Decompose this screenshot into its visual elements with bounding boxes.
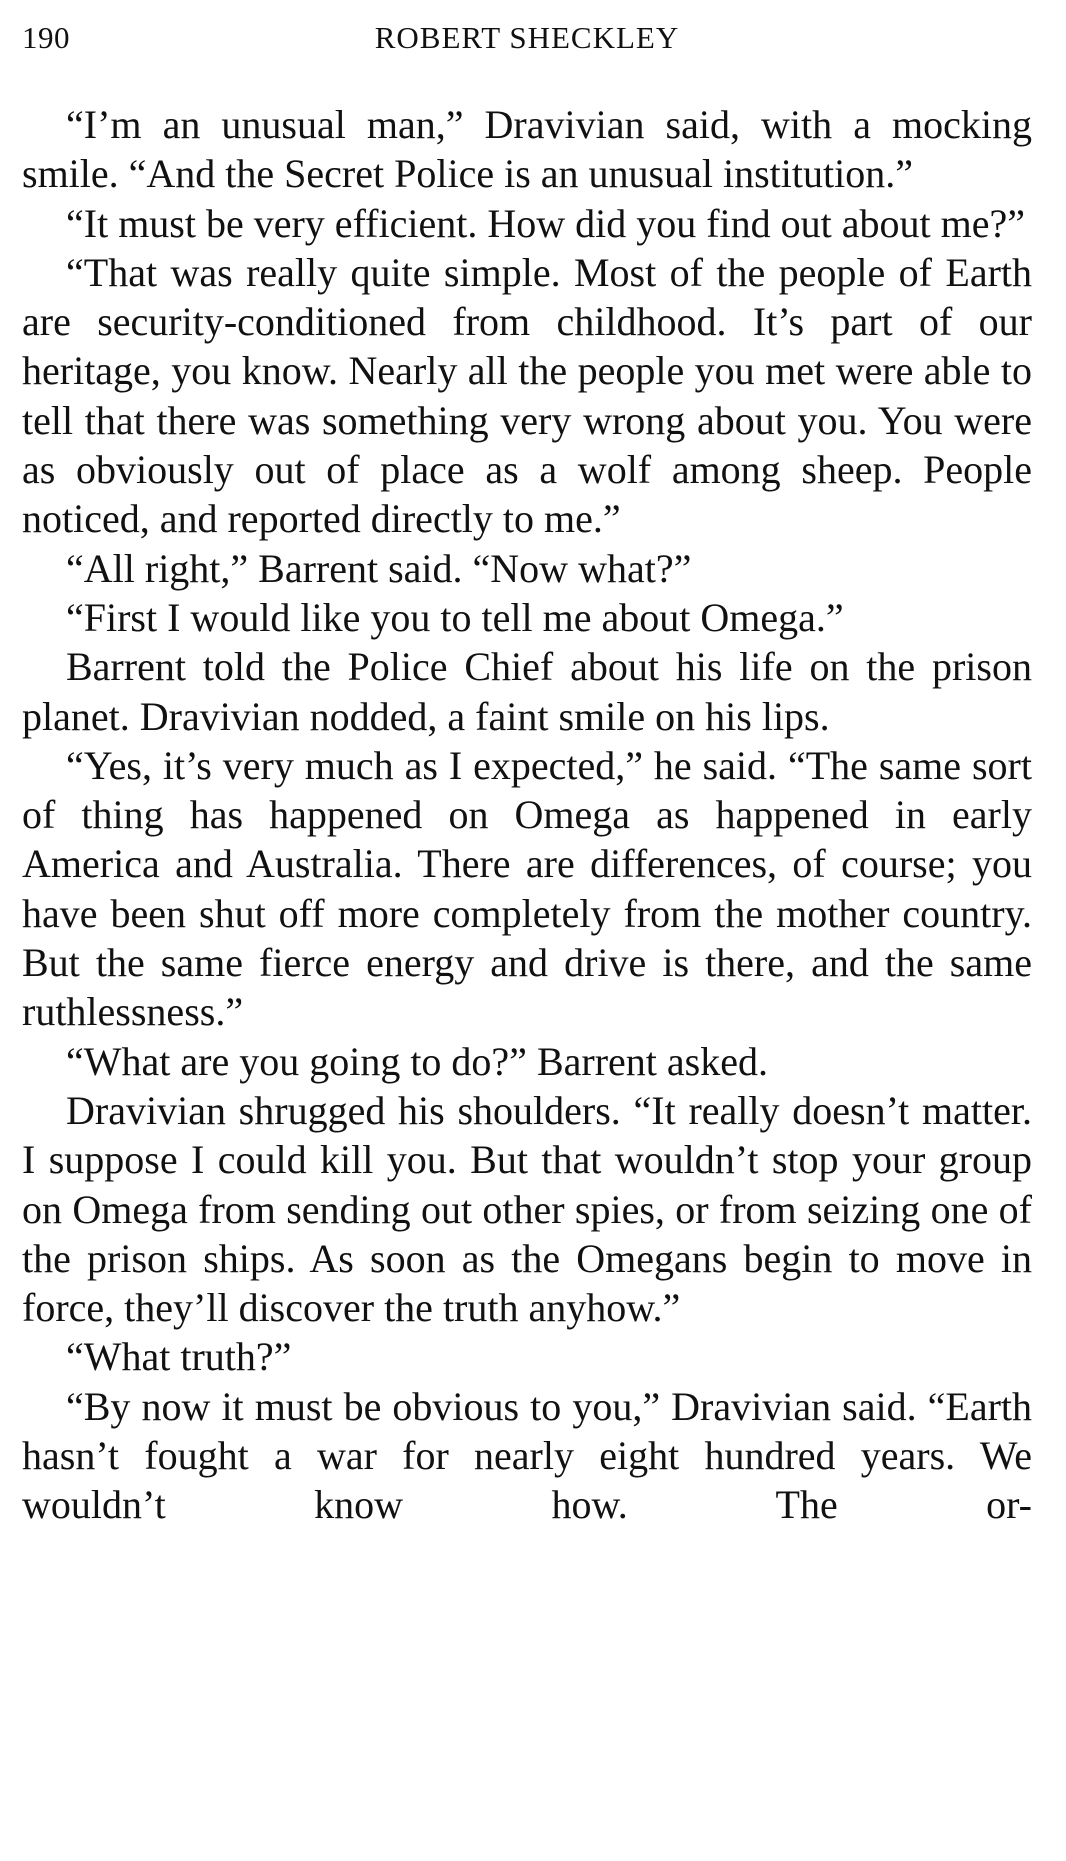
running-head: ROBERT SHECKLEY [374,20,680,55]
paragraph: “What are you going to do?” Barrent asked. [66,1038,768,1084]
paragraph: “All right,” Barrent said. “Now what?” [66,545,692,591]
paragraph: Dravivian shrugged his shoulders. “It really doesn’t matter. I suppose I could kill you. But that wouldn’t stop your group on Omega from sending out other spies, or from seizing one of the prison ships. As soon as the Omegans begin to move in force, they’ll discover the truth anyhow.” [22,1087,1032,1331]
paragraph: “I’m an unusual man,” Dravivian said, with a mocking smile. “And the Secret Police is an unusual institution.” [22,102,1032,197]
page-header [22,14,1032,60]
page-number: 190 [22,20,70,55]
book-page [22,14,1032,1849]
body-text [22,100,1032,1530]
paragraph: “By now it must be obvious to you,” Dravivian said. “Earth hasn’t fought a war for nearly eight hundred years. We wouldn’t know how. The or- [22,1383,1032,1528]
paragraph: “That was really quite simple. Most of the people of Earth are security-conditioned from childhood. It’s part of our heritage, you know. Nearly all the people you met were able to tell that there was something very wrong about you. You were as obviously out of place as a wolf among sheep. People noticed, and reported directly to me.” [22,249,1032,542]
paragraph: “Yes, it’s very much as I expected,” he said. “The same sort of thing has happened on Omega as happened in early America and Australia. There are differences, of course; you have been shut off more completely from the mother country. But the same fierce energy and drive is there, and the same ruthlessness.” [22,742,1032,1035]
paragraph: Barrent told the Police Chief about his life on the prison planet. Dravivian nodded, a faint smile on his lips. [22,644,1032,739]
paragraph: “It must be very efficient. How did you find out about me?” [66,200,1026,246]
paragraph: “What truth?” [66,1334,292,1380]
paragraph: “First I would like you to tell me about Omega.” [66,594,844,640]
